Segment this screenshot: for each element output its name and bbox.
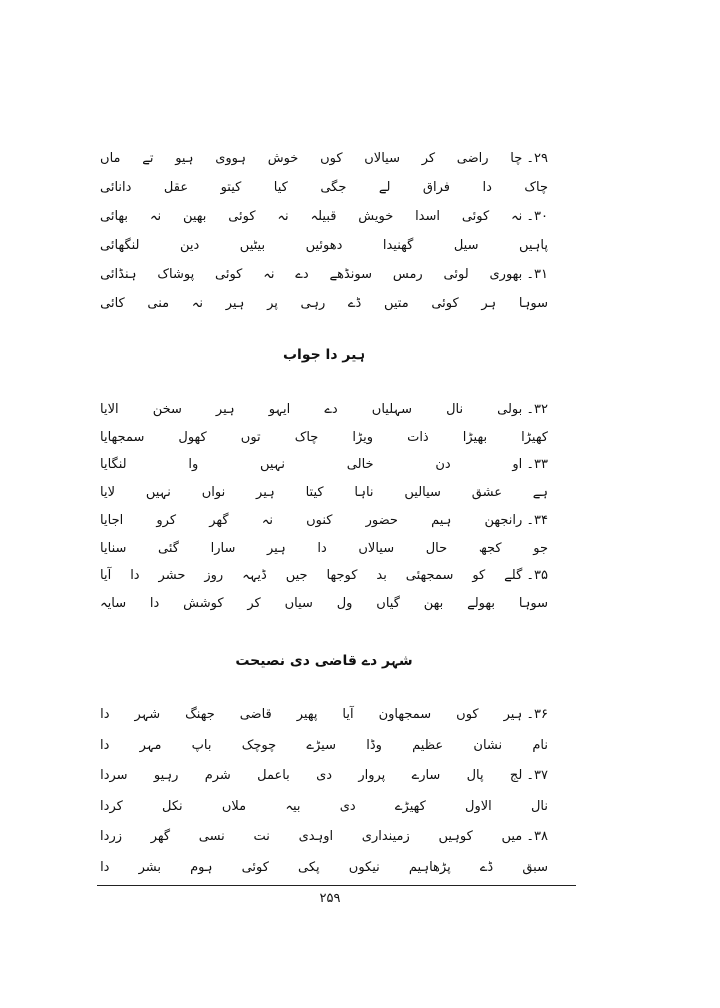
verse-word: ۲۹۔ چا xyxy=(510,151,548,166)
verse-word: منی xyxy=(147,296,170,311)
verse-word: کردا xyxy=(100,798,123,814)
verse-word: رمس xyxy=(392,267,423,282)
verse-word: پر xyxy=(267,296,278,311)
verse-word: دانائی xyxy=(100,180,132,195)
verse-word: ہیر xyxy=(266,540,286,556)
verse-line xyxy=(100,263,548,287)
verse-word: کیتا xyxy=(305,485,324,501)
verse-word: اوہدی xyxy=(298,829,334,844)
verse-word: ہیر xyxy=(215,402,235,417)
verse-line xyxy=(100,537,548,561)
verse-word: ۳۵۔ گلے xyxy=(504,568,548,584)
verse-word: شہر xyxy=(134,707,161,722)
verse-word: بھیڑا xyxy=(462,429,488,445)
verse-word: پال xyxy=(466,768,484,783)
verse-word: پھیر xyxy=(296,707,318,722)
verse-word: تے xyxy=(142,151,154,166)
verse-word: کجھ xyxy=(478,540,502,556)
verse-word: بیٹیں xyxy=(239,238,266,253)
verse-word: کوجھا xyxy=(326,568,358,584)
verse-word: سوہا xyxy=(518,296,548,311)
verse-word: دی xyxy=(339,798,356,814)
verse-word: دا xyxy=(149,595,160,611)
verse-word: سیالیں xyxy=(404,485,441,501)
verse-word: جگی xyxy=(320,180,347,195)
verse-word: ہر xyxy=(481,296,497,311)
verse-word: سیڑے xyxy=(306,737,336,753)
verse-word: گئی xyxy=(158,540,179,556)
verse-word: سارے xyxy=(411,768,441,783)
verse-word: کرو xyxy=(156,512,177,528)
verse-word: متیں xyxy=(383,296,409,311)
verse-word: حال xyxy=(425,540,448,556)
verse-line xyxy=(100,703,548,727)
verse-word: کوئی xyxy=(215,267,243,282)
verse-word: دین xyxy=(180,238,200,253)
verse-word: نکل xyxy=(162,798,183,814)
verse-word: سیل xyxy=(453,238,479,253)
verse-line xyxy=(100,509,548,533)
verse-word: ویڑا xyxy=(352,429,374,445)
verse-word: کوئی xyxy=(461,209,490,224)
verse-line xyxy=(100,592,548,616)
verse-word: دا xyxy=(317,540,327,556)
verse-word: نہیں xyxy=(259,457,286,473)
verse-word: دا xyxy=(100,737,110,753)
verse-word: نہ xyxy=(261,512,273,528)
verse-word: باعمل xyxy=(257,768,290,783)
verse-word: دا xyxy=(482,180,492,195)
verse-word: بھولے xyxy=(467,595,495,611)
verse-word: زمینداری xyxy=(361,829,410,844)
verse-word: نیکوں xyxy=(348,859,380,875)
verse-word: نہ xyxy=(263,267,275,282)
verse-word: ڈیہہ xyxy=(242,568,267,584)
verse-word: ہیو xyxy=(175,151,194,166)
verse-word: جو xyxy=(533,540,548,556)
verse-word: مہر xyxy=(139,737,162,753)
verse-word: سایہ xyxy=(100,595,127,611)
verse-word: عشق xyxy=(471,485,502,501)
verse-word: الاول xyxy=(465,798,492,814)
verse-word: گھر xyxy=(150,829,171,844)
verse-line xyxy=(100,734,548,758)
verse-word: نواں xyxy=(201,485,226,501)
verse-word: سبق xyxy=(522,859,548,875)
verse-word: سارا xyxy=(210,540,236,556)
verse-word: ہیر xyxy=(256,485,275,501)
verse-word: جیں xyxy=(285,568,308,584)
verse-line xyxy=(100,453,548,477)
verse-word: اسدا xyxy=(415,209,441,224)
verse-word: سوہا xyxy=(518,595,548,611)
verse-word: کنوں xyxy=(306,512,333,528)
verse-line xyxy=(100,481,548,505)
verse-word: نہ xyxy=(277,209,289,224)
verse-word: بد xyxy=(376,568,387,584)
verse-word: خالی xyxy=(346,457,374,473)
verse-word: ماں xyxy=(100,151,121,166)
verse-word: ہووی xyxy=(215,151,246,166)
verse-word: سمجھاون xyxy=(378,707,432,722)
verse-word: ۳۴۔ رانجھن xyxy=(484,512,548,528)
verse-word: ڈے xyxy=(479,859,494,875)
verse-line xyxy=(100,234,548,258)
verse-word: کوہیں xyxy=(438,829,473,844)
verse-line xyxy=(100,856,548,880)
verse-word: بھین xyxy=(182,209,207,224)
verse-word: سردا xyxy=(100,768,128,783)
verse-word: ملاں xyxy=(221,798,247,814)
verse-word: ایہو xyxy=(268,402,291,417)
verse-word: خویش xyxy=(358,209,394,224)
verse-word: چاک xyxy=(294,429,319,445)
verse-word: جھنگ xyxy=(185,707,215,722)
verse-word: سمجھئی xyxy=(405,568,454,584)
verse-word: ہیم xyxy=(431,512,452,528)
verse-line xyxy=(100,147,548,171)
verse-word: ہیر xyxy=(225,296,245,311)
verse-word: چاک xyxy=(524,180,548,195)
verse-word: گیاں xyxy=(376,595,400,611)
verse-word: کوئی xyxy=(241,859,269,875)
verse-word: ناہا xyxy=(354,485,374,501)
verse-word: کوں xyxy=(320,151,343,166)
verse-word: بھائی xyxy=(100,209,129,224)
verse-word: گھر xyxy=(209,512,229,528)
verse-word: گھنیدا xyxy=(382,238,414,253)
verse-word: سخن xyxy=(152,402,182,417)
verse-word: ہے xyxy=(532,485,548,501)
verse-word: عقل xyxy=(163,180,189,195)
verse-word: ۳۶۔ ہیر xyxy=(503,707,548,722)
verse-word: شرم xyxy=(204,768,231,783)
verse-word: لنگھائی xyxy=(100,238,140,253)
verse-word: ڈے xyxy=(347,296,362,311)
verse-word: الایا xyxy=(100,402,119,417)
verse-word: لوئی xyxy=(443,267,469,282)
verse-word: نال xyxy=(446,402,464,417)
verse-word: توں xyxy=(240,429,261,445)
verse-word: حشر xyxy=(158,568,186,584)
verse-word: دھوئیں xyxy=(305,238,343,253)
verse-word: چوچک xyxy=(241,737,277,753)
verse-word: باپ xyxy=(191,737,212,753)
verse-word: نسی xyxy=(198,829,225,844)
verse-line xyxy=(100,795,548,819)
verse-line xyxy=(100,398,548,422)
verse-word: دا xyxy=(130,568,140,584)
verse-word: وا xyxy=(188,457,199,473)
verse-word: رہی xyxy=(300,296,326,311)
verse-word: دے xyxy=(295,267,309,282)
verse-word: روز xyxy=(204,568,224,584)
verse-line xyxy=(100,564,548,588)
verse-word: بشر xyxy=(138,859,161,875)
verse-word: نشان xyxy=(473,737,503,753)
verse-word: دا xyxy=(100,707,110,722)
verse-word: کھول xyxy=(178,429,207,445)
verse-word: حضور xyxy=(365,512,398,528)
verse-word: قاضی xyxy=(239,707,272,722)
verse-word: سہلیاں xyxy=(371,402,413,417)
verse-word: عظیم xyxy=(412,737,444,753)
verse-word: ذات xyxy=(407,429,429,445)
verse-word: قبیلہ xyxy=(310,209,337,224)
verse-word: پاہیں xyxy=(518,238,548,253)
verse-word: ۳۱۔ بھوری xyxy=(489,267,548,282)
verse-word: ۳۰۔ نہ xyxy=(511,209,548,224)
verse-word: دی xyxy=(316,768,333,783)
verse-word: ہنڈائی xyxy=(100,267,137,282)
verse-word: کھیڑا xyxy=(521,429,548,445)
verse-word: کر xyxy=(421,151,436,166)
verse-word: کوئی xyxy=(228,209,256,224)
verse-word: بیہ xyxy=(285,798,301,814)
verse-word: خوش xyxy=(267,151,299,166)
verse-word: ول xyxy=(336,595,353,611)
verse-word: نہ xyxy=(191,296,204,311)
footer-divider xyxy=(97,885,576,886)
verse-word: کیا xyxy=(273,180,288,195)
verse-word: ہوم xyxy=(190,859,213,875)
verse-word: پروار xyxy=(358,768,386,783)
verse-word: سیالاں xyxy=(364,151,400,166)
verse-word: فراق xyxy=(422,180,451,195)
verse-word: کوشش xyxy=(183,595,224,611)
verse-word: راضی xyxy=(456,151,489,166)
verse-line xyxy=(100,426,548,450)
verse-word: سیاں xyxy=(284,595,313,611)
verse-word: ۳۲۔ بولی xyxy=(497,402,548,417)
verse-word: لایا xyxy=(100,485,116,501)
verse-line xyxy=(100,764,548,788)
verse-word: کو xyxy=(472,568,486,584)
verse-word: ۳۸۔ میں xyxy=(501,829,548,844)
verse-word: کیتو xyxy=(220,180,242,195)
verse-line xyxy=(100,825,548,849)
verse-line xyxy=(100,292,548,316)
verse-word: سونڈھے xyxy=(329,267,373,282)
verse-word: لے xyxy=(378,180,391,195)
verse-word: وڈا xyxy=(366,737,382,753)
verse-word: سنایا xyxy=(100,540,127,556)
verse-word: کھیڑے xyxy=(394,798,426,814)
verse-word: نت xyxy=(253,829,270,844)
verse-word: رہیو xyxy=(153,768,179,783)
verse-word: نہ xyxy=(149,209,162,224)
page-number: ۲۵۹ xyxy=(319,891,341,906)
heading-heer-reply: ہیر دا جواب xyxy=(282,347,366,363)
verse-word: دا xyxy=(100,859,110,875)
verse-word: کوں xyxy=(456,707,479,722)
verse-word: آیا xyxy=(100,568,112,584)
verse-word: ۳۷۔ لج xyxy=(509,768,548,783)
verse-word: کوئی xyxy=(431,296,459,311)
verse-word: آیا xyxy=(342,707,354,722)
verse-line xyxy=(100,205,548,229)
verse-word: کر xyxy=(247,595,261,611)
verse-word: زردا xyxy=(100,829,123,844)
verse-word: سمجھایا xyxy=(100,429,145,445)
heading-qazi-advice: شہر دے قاضی دی نصیحت xyxy=(235,653,413,669)
verse-word: پڑھاہیم xyxy=(408,859,451,875)
verse-word: لنگایا xyxy=(100,457,127,473)
verse-line xyxy=(100,176,548,200)
verse-word: کائی xyxy=(100,296,125,311)
verse-word: نام xyxy=(532,737,548,753)
verse-word: دن xyxy=(435,457,451,473)
verse-word: اجایا xyxy=(100,512,124,528)
verse-word: سیالاں xyxy=(358,540,395,556)
verse-word: نال xyxy=(530,798,548,814)
verse-word: ۳۳۔ او xyxy=(512,457,548,473)
verse-word: پکی xyxy=(298,859,320,875)
verse-word: نہیں xyxy=(145,485,171,501)
verse-word: بھن xyxy=(423,595,444,611)
verse-word: دے xyxy=(324,402,338,417)
verse-word: پوشاک xyxy=(157,267,195,282)
